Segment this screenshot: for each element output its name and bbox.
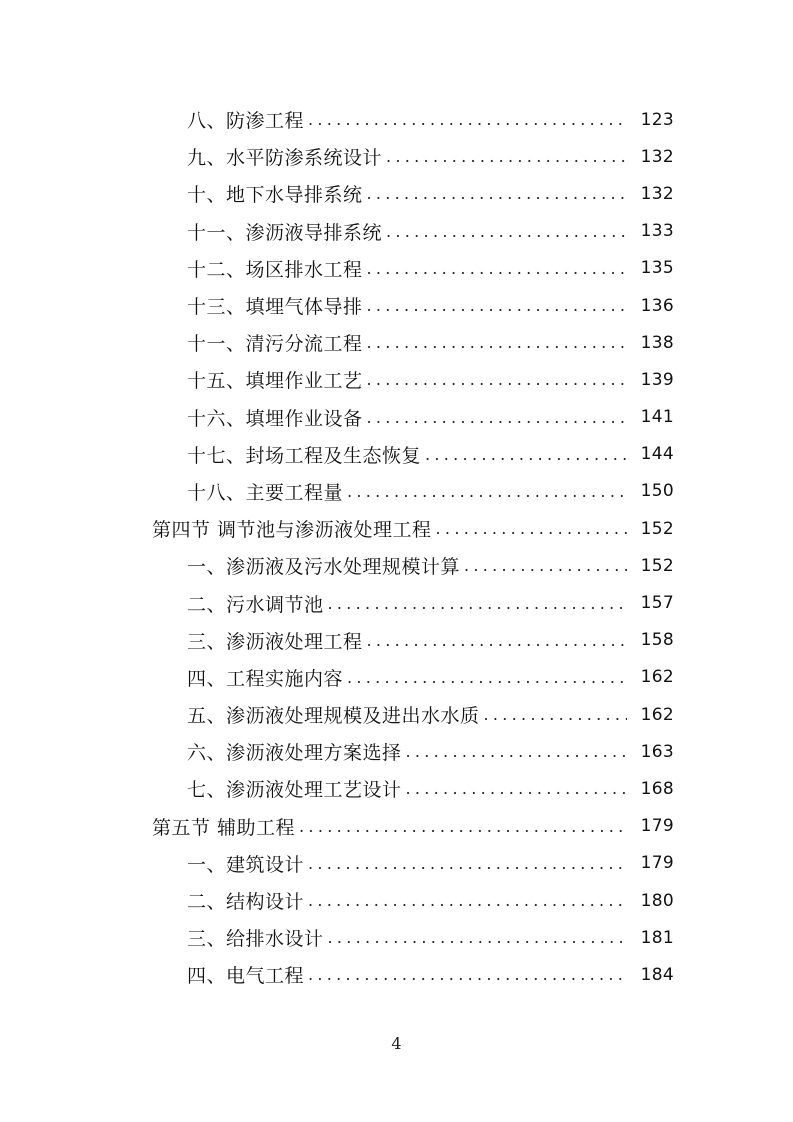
toc-dot-leader [308,891,627,910]
toc-dot-leader [367,333,627,352]
toc-entry-page: 144 [640,444,674,465]
toc-dot-leader [484,705,627,724]
toc-entry-label: 第四节 调节池与渗沥液处理工程 [152,519,432,542]
toc-dot-leader [406,742,627,761]
toc-dot-leader [406,779,627,798]
table-of-contents [0,101,793,994]
toc-dot-leader [308,965,627,984]
toc-entry-page: 132 [640,183,674,204]
toc-entry-label: 九、水平防渗系统设计 [187,147,383,170]
toc-dot-leader [308,854,627,873]
toc-entry-label: 七、渗沥液处理工艺设计 [187,779,402,802]
toc-entry-page: 152 [640,518,674,539]
toc-entry-label: 二、结构设计 [187,891,305,914]
toc-entry-label: 十七、封场工程及生态恢复 [187,444,422,467]
toc-entry-page: 163 [640,741,674,762]
toc-dot-leader [328,928,627,947]
toc-entry[interactable] [0,919,793,956]
toc-entry-label: 十一、渗沥液导排系统 [187,221,383,244]
toc-entry-label: 第五节 辅助工程 [152,816,296,839]
toc-entry[interactable] [0,770,793,807]
toc-dot-leader [347,668,627,687]
toc-entry-page: 179 [640,853,674,874]
toc-dot-leader [425,445,627,464]
toc-entry-label: 十三、填埋气体导排 [187,296,363,319]
toc-entry[interactable] [0,138,793,175]
toc-entry-page: 158 [640,630,674,651]
toc-dot-leader [367,370,627,389]
toc-dot-leader [386,147,627,166]
toc-entry[interactable] [0,361,793,398]
toc-entry-page: 132 [640,146,674,167]
toc-entry[interactable] [0,845,793,882]
toc-entry-page: 123 [640,109,674,130]
toc-entry[interactable] [0,882,793,919]
toc-entry-page: 162 [640,704,674,725]
toc-dot-leader [299,817,627,836]
toc-dot-leader [367,631,627,650]
toc-dot-leader [308,110,627,129]
toc-entry[interactable] [0,213,793,250]
toc-entry-label: 一、建筑设计 [187,853,305,876]
toc-entry-page: 138 [640,332,674,353]
toc-entry[interactable] [0,584,793,621]
toc-entry[interactable] [0,473,793,510]
toc-entry-label: 五、渗沥液处理规模及进出水水质 [187,705,480,728]
toc-entry-label: 三、给排水设计 [187,928,324,951]
toc-entry-label: 二、污水调节池 [187,593,324,616]
toc-entry-label: 十六、填埋作业设备 [187,407,363,430]
toc-entry-page: 179 [640,816,674,837]
page-number: 4 [391,1034,402,1053]
toc-dot-leader [367,259,627,278]
toc-entry-label: 八、防渗工程 [187,110,305,133]
toc-section-entry[interactable] [0,808,793,845]
toc-dot-leader [367,296,627,315]
toc-entry-page: 157 [640,593,674,614]
toc-entry-label: 三、渗沥液处理工程 [187,630,363,653]
toc-entry[interactable] [0,436,793,473]
toc-entry-label: 十八、主要工程量 [187,481,344,504]
toc-entry-label: 四、电气工程 [187,965,305,988]
toc-dot-leader [367,184,627,203]
toc-entry[interactable] [0,547,793,584]
toc-entry-label: 十二、场区排水工程 [187,258,363,281]
toc-entry-label: 四、工程实施内容 [187,667,344,690]
toc-entry-page: 141 [640,407,674,428]
toc-entry-page: 150 [640,481,674,502]
toc-dot-leader [464,556,627,575]
toc-entry-page: 135 [640,258,674,279]
toc-dot-leader [436,519,627,538]
toc-entry-page: 184 [640,964,674,985]
toc-entry[interactable] [0,956,793,993]
toc-entry-label: 十一、清污分流工程 [187,333,363,356]
toc-entry-label: 六、渗沥液处理方案选择 [187,742,402,765]
toc-entry[interactable] [0,733,793,770]
toc-entry-page: 162 [640,667,674,688]
toc-section-entry[interactable] [0,510,793,547]
toc-entry-page: 136 [640,295,674,316]
toc-entry-page: 168 [640,778,674,799]
toc-entry-page: 180 [640,890,674,911]
toc-entry-page: 181 [640,927,674,948]
toc-dot-leader [328,594,627,613]
toc-entry[interactable] [0,696,793,733]
toc-entry-label: 十、地下水导排系统 [187,184,363,207]
toc-entry-page: 133 [640,221,674,242]
toc-entry[interactable] [0,287,793,324]
toc-entry-label: 一、渗沥液及污水处理规模计算 [187,556,461,579]
toc-entry-page: 152 [640,555,674,576]
toc-entry-label: 十五、填埋作业工艺 [187,370,363,393]
toc-entry[interactable] [0,659,793,696]
toc-entry[interactable] [0,399,793,436]
toc-entry[interactable] [0,175,793,212]
toc-entry[interactable] [0,101,793,138]
toc-entry[interactable] [0,622,793,659]
toc-entry[interactable] [0,324,793,361]
toc-dot-leader [367,408,627,427]
toc-entry-page: 139 [640,369,674,390]
toc-dot-leader [347,482,627,501]
toc-entry[interactable] [0,250,793,287]
toc-dot-leader [386,222,627,241]
